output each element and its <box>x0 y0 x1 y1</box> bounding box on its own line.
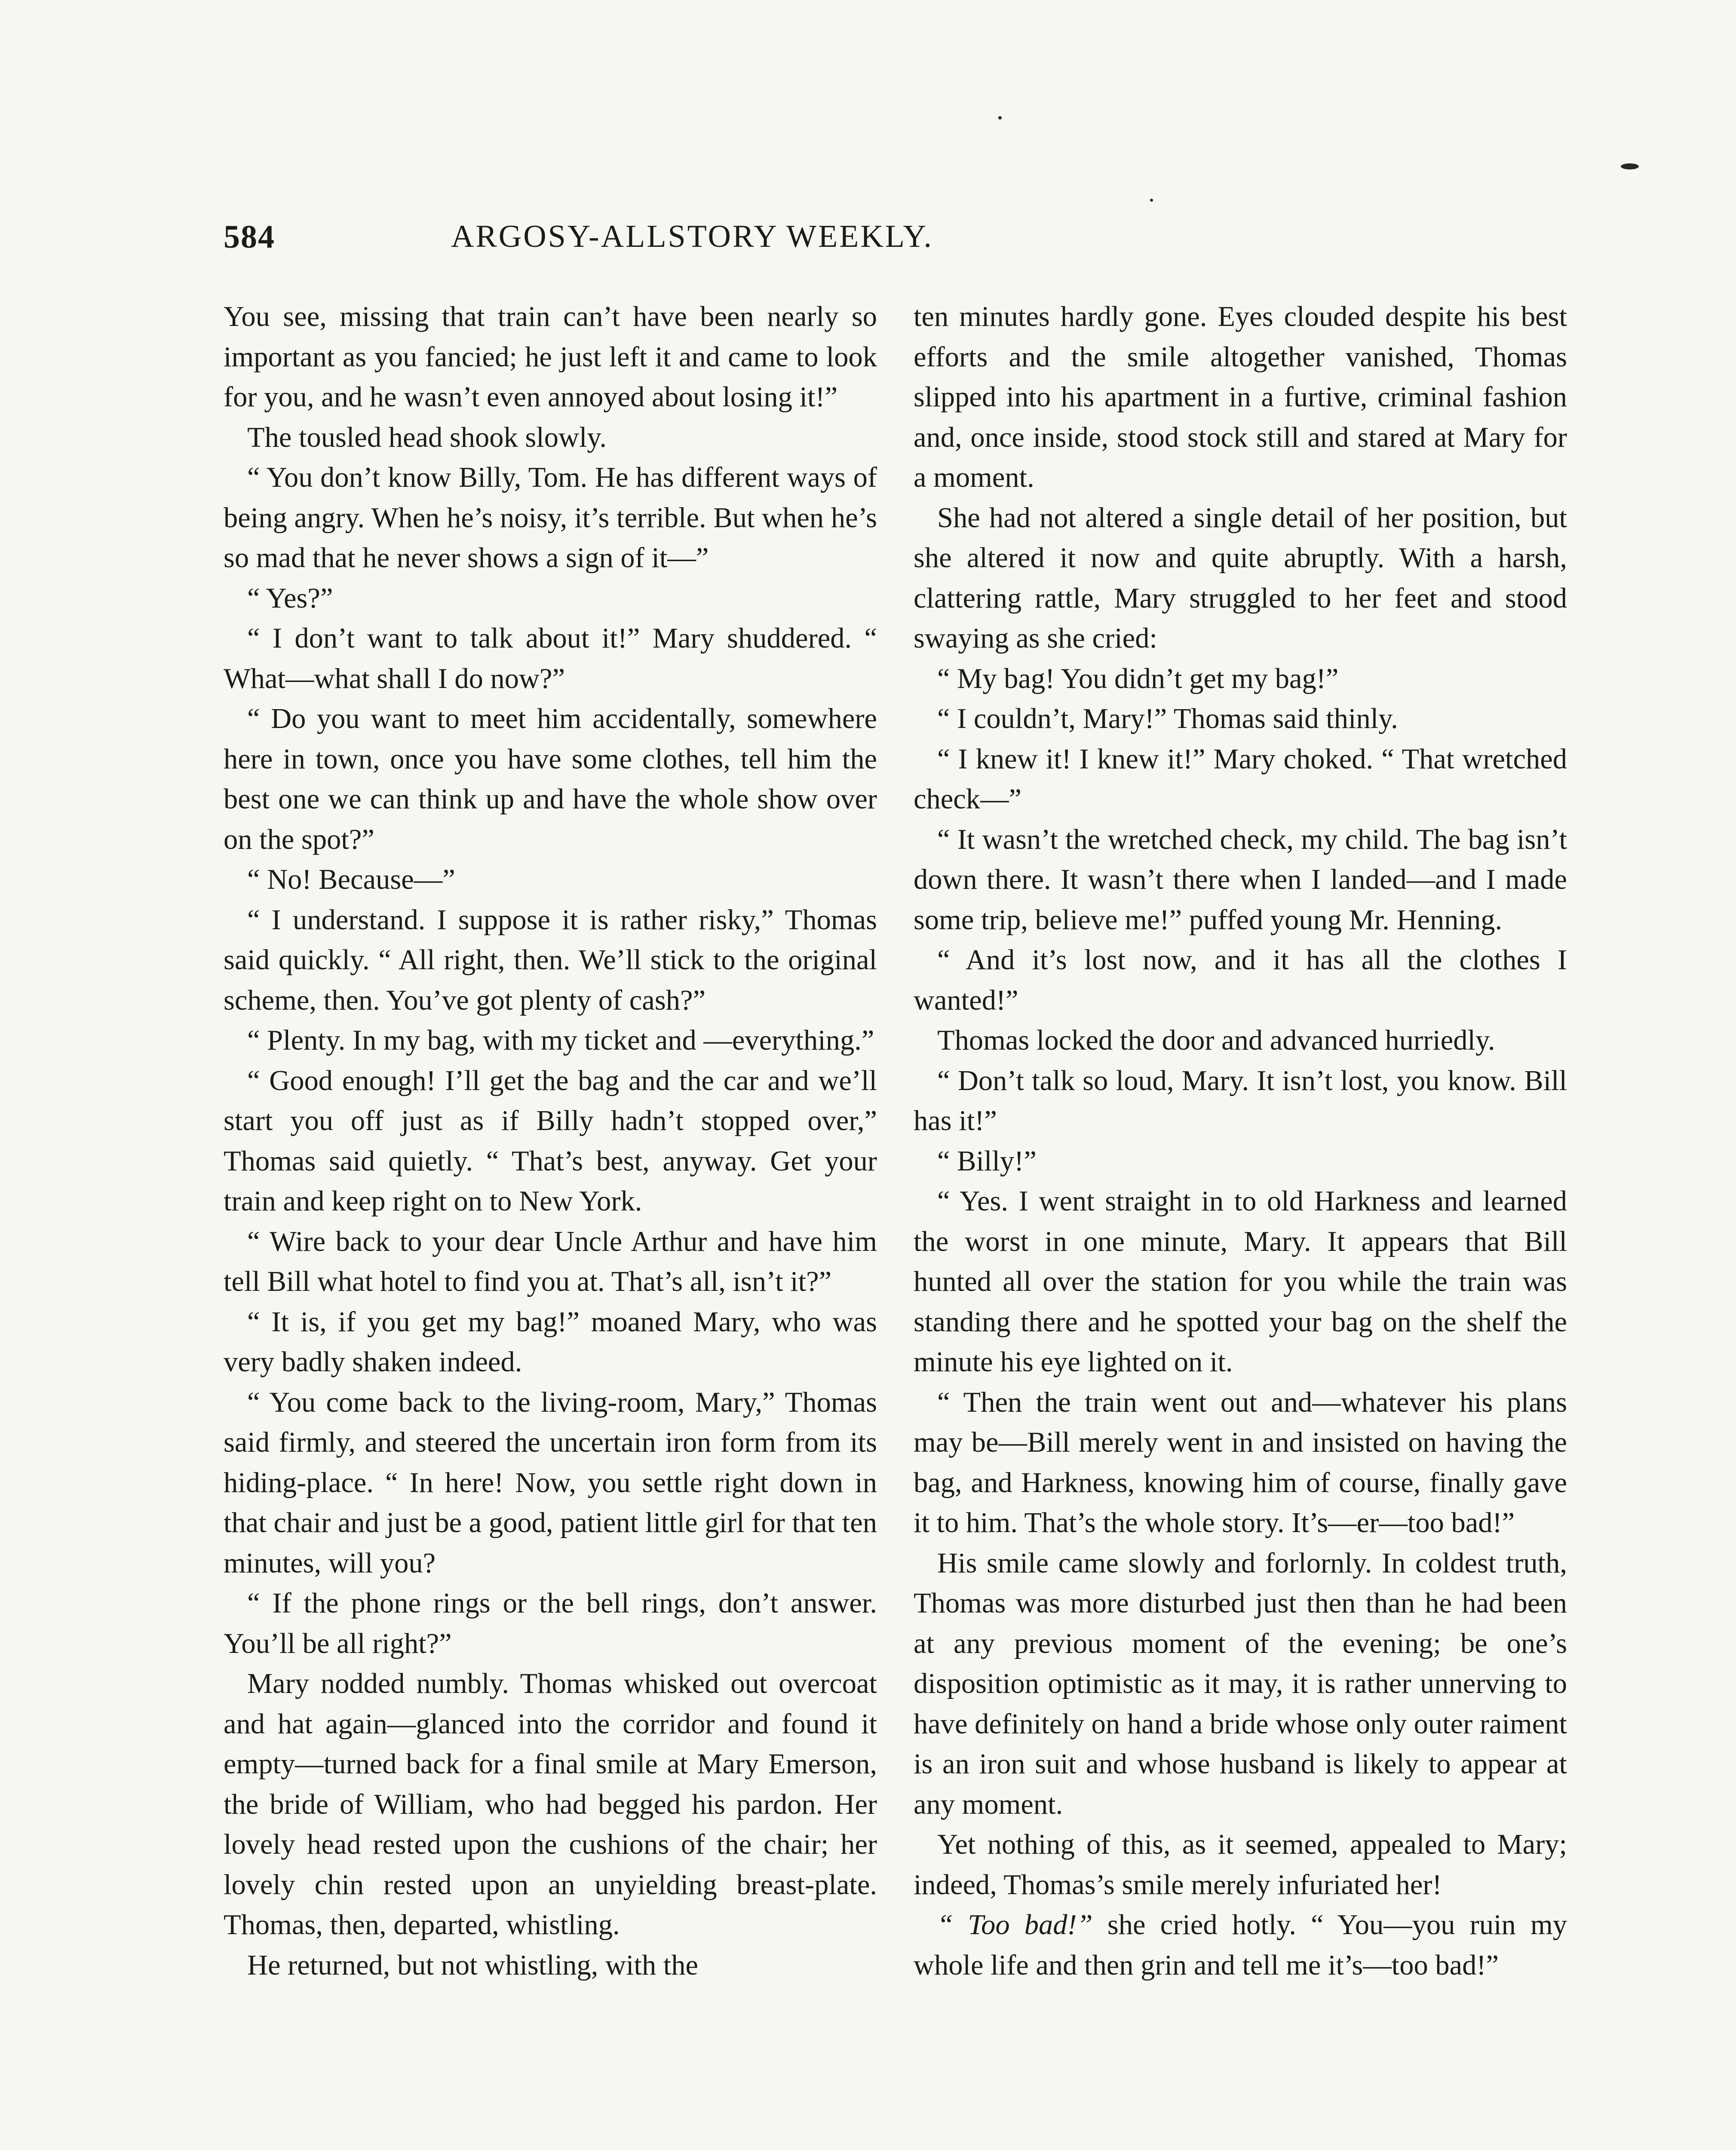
paragraph <box>914 659 1567 699</box>
emphasis-text: “ Too bad!” <box>937 1909 1093 1941</box>
paragraph <box>914 1020 1567 1061</box>
paragraph <box>224 900 877 1021</box>
paragraph-text: “ If the phone rings or the bell rings, don’t answer. You’ll be all right?” <box>224 1588 877 1659</box>
paragraph-text: “ You don’t know Billy, Tom. He has different ways of being angry. When he’s noisy, it’s terrible. But when he’s so mad that he never shows a sign of it—” <box>224 462 877 574</box>
paragraph-text: “ Plenty. In my bag, with my ticket and —everything.” <box>247 1025 874 1056</box>
paragraph-text: “ Yes?” <box>247 582 333 614</box>
paragraph <box>224 1583 877 1664</box>
paragraph-text: “ I couldn’t, Mary!” Thomas said thinly. <box>937 703 1398 734</box>
ink-speck <box>1621 163 1639 169</box>
paragraph-text: “ Wire back to your dear Uncle Arthur and have him tell Bill what hotel to find you at. That’s all, isn’t it?” <box>224 1226 877 1297</box>
paragraph <box>914 699 1567 739</box>
paragraph-text: “ It wasn’t the wretched check, my child. The bag isn’t down there. It wasn’t there when I landed—and I made some trip, believe me!” puffed young Mr. Henning. <box>914 823 1567 936</box>
paragraph-text: “ Don’t talk so loud, Mary. It isn’t lost, you know. Bill has it!” <box>914 1065 1567 1136</box>
paragraph <box>224 1945 877 1986</box>
paragraph <box>224 1302 877 1382</box>
paragraph <box>224 1222 877 1302</box>
paragraph-text: “ I don’t want to talk about it!” Mary shuddered. “ What—what shall I do now?” <box>224 623 877 694</box>
paragraph <box>914 1382 1567 1543</box>
paragraph-text: ten minutes hardly gone. Eyes clouded despite his best efforts and the smile altogether vanished, Thomas slipped into his apartment in a furtive, criminal fashion and, once inside, stood stock still and stared at Mary for a moment. <box>914 301 1567 493</box>
paragraph <box>224 1382 877 1584</box>
paragraph-text: Thomas locked the door and advanced hurriedly. <box>937 1025 1495 1056</box>
paragraph-text: “ And it’s lost now, and it has all the clothes I wanted!” <box>914 944 1567 1016</box>
paragraph-text: “ Good enough! I’ll get the bag and the car and we’ll start you off just as if Billy hadn’t stopped over,” Thomas said quietly. “ That’s best, anyway. Get your train and keep right on to New York. <box>224 1065 877 1217</box>
paragraph-text: “ My bag! You didn’t get my bag!” <box>937 663 1339 694</box>
page-number: 584 <box>224 219 275 255</box>
paragraph-text: “ No! Because—” <box>247 864 455 895</box>
paragraph-text: “ I knew it! I knew it!” Mary choked. “ That wretched check—” <box>914 743 1567 815</box>
paragraph-text: He returned, but not whistling, with the <box>247 1949 699 1981</box>
paragraph <box>224 618 877 699</box>
paragraph <box>914 498 1567 659</box>
paragraph <box>224 1020 877 1061</box>
left-text-column <box>224 297 877 1985</box>
paragraph-text: “ Then the train went out and—whatever his plans may be—Bill merely went in and insisted on having the bag, and Harkness, knowing him of course, finally gave it to him. That’s the whole story. It’s—er—too bad!” <box>914 1386 1567 1539</box>
paragraph <box>914 739 1567 820</box>
paragraph-text: The tousled head shook slowly. <box>247 421 607 453</box>
paragraph <box>914 1824 1567 1905</box>
paragraph <box>914 820 1567 940</box>
paragraph <box>224 418 877 458</box>
paragraph-text: she cried hotly. “ You—you ruin my whole life and then grin and tell me it’s—too bad!” <box>914 1909 1567 1981</box>
paragraph-text: “ I understand. I suppose it is rather risky,” Thomas said quickly. “ All right, then. We’ll stick to the original scheme, then. You’ve got plenty of cash?” <box>224 904 877 1016</box>
paragraph-text: “ Yes. I went straight in to old Harkness and learned the worst in one minute, Mary. It appears that Bill hunted all over the station for you while the train was standing there and he spotted your bag on the shelf the minute his eye lighted on it. <box>914 1186 1567 1378</box>
paragraph-text: “ Do you want to meet him accidentally, somewhere here in town, once you have some clothes, tell him the best one we can think up and have the whole show over on the spot?” <box>224 703 877 855</box>
paragraph <box>914 297 1567 498</box>
paragraph <box>224 860 877 900</box>
paragraph-text: Yet nothing of this, as it seemed, appealed to Mary; indeed, Thomas’s smile merely infuriated her! <box>914 1829 1567 1901</box>
page-header <box>224 218 1161 266</box>
ink-speck <box>998 116 1002 120</box>
paragraph-text: She had not altered a single detail of her position, but she altered it now and quite abruptly. With a harsh, clattering rattle, Mary struggled to her feet and stood swaying as she cried: <box>914 502 1567 654</box>
paragraph-text: “ Billy!” <box>937 1145 1037 1177</box>
paragraph-text: His smile came slowly and forlornly. In coldest truth, Thomas was more disturbed just then than he had been at any previous moment of the evening; be one’s disposition optimistic as it may, it is rather unnerving to have definitely on hand a bride whose only outer raiment is an iron suit and whose husband is likely to appear at any moment. <box>914 1547 1567 1820</box>
paragraph <box>224 1664 877 1945</box>
paragraph <box>224 1061 877 1222</box>
paragraph <box>914 1181 1567 1382</box>
ink-speck <box>1150 199 1153 202</box>
right-text-column <box>914 297 1567 1985</box>
paragraph <box>224 578 877 619</box>
paragraph <box>914 1543 1567 1825</box>
paragraph <box>914 1905 1567 1985</box>
paragraph <box>914 1141 1567 1182</box>
paragraph <box>914 1061 1567 1141</box>
paragraph <box>224 297 877 418</box>
paragraph <box>224 458 877 578</box>
running-title: ARGOSY-ALLSTORY WEEKLY. <box>451 219 934 254</box>
paragraph <box>914 940 1567 1020</box>
paragraph-text: “ You come back to the living-room, Mary,” Thomas said firmly, and steered the uncertain iron form from its hiding-place. “ In here! Now, you settle right down in that chair and just be a good, patient little girl for that ten minutes, will you? <box>224 1386 877 1579</box>
paragraph-text: Mary nodded numbly. Thomas whisked out overcoat and hat again—glanced into the corridor and found it empty—turned back for a final smile at Mary Emerson, the bride of William, who had begged his pardon. Her lovely head rested upon the cushions of the chair; her lovely chin rested upon an unyielding breast-plate. Thomas, then, departed, whistling. <box>224 1668 877 1941</box>
paragraph-text: “ It is, if you get my bag!” moaned Mary, who was very badly shaken indeed. <box>224 1306 877 1378</box>
paragraph-text: You see, missing that train can’t have been nearly so important as you fancied; he just left it and came to look for you, and he wasn’t even annoyed about losing it!” <box>224 301 877 413</box>
paragraph <box>224 699 877 860</box>
